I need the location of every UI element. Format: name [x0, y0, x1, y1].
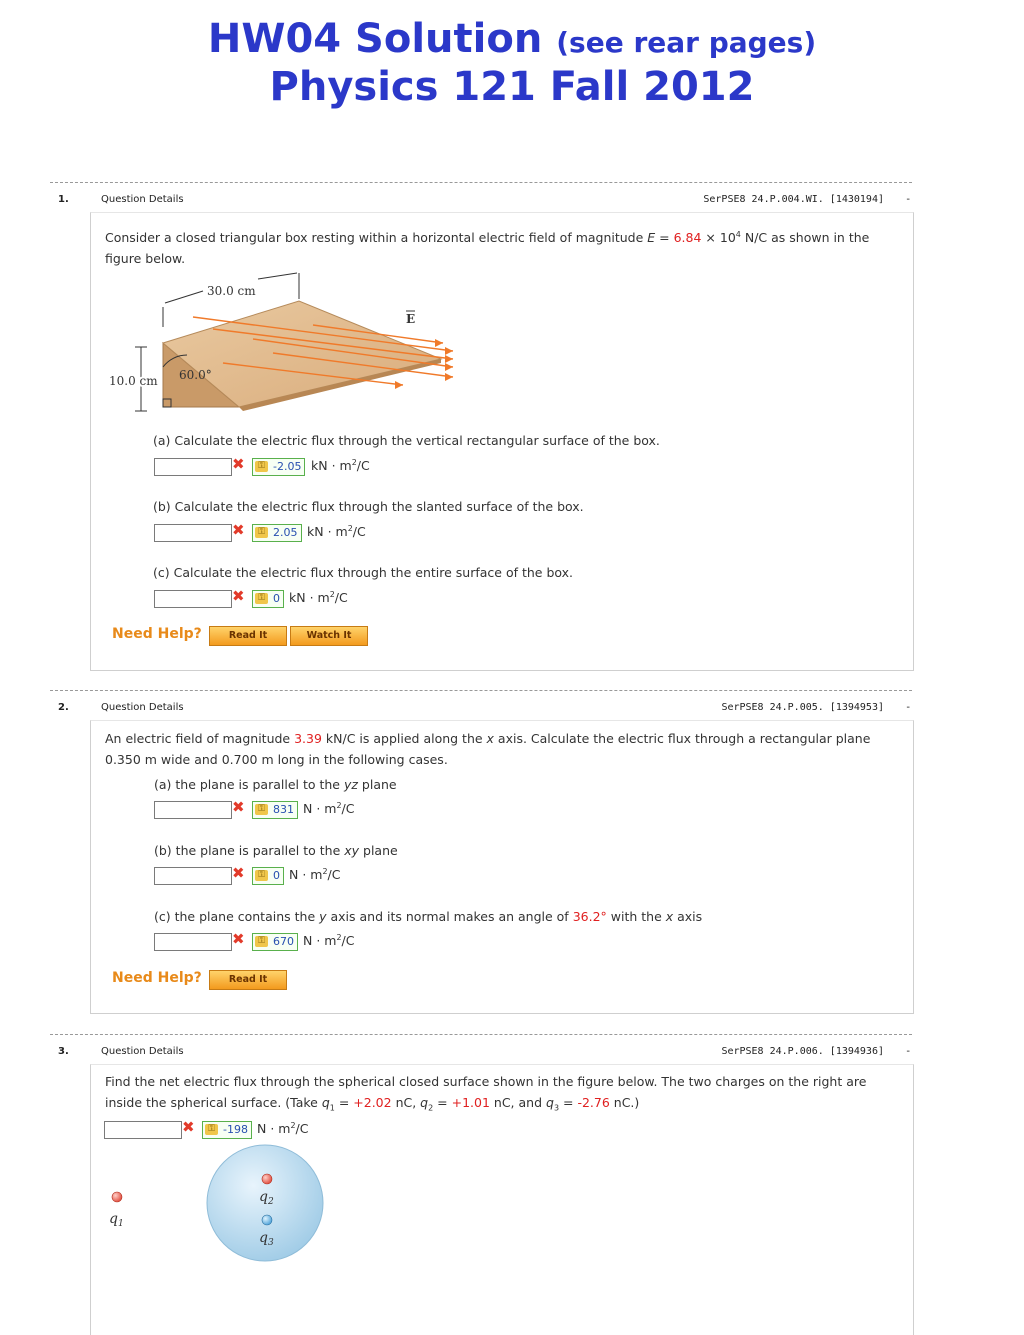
- answer-unit: kN · $m^2/C$: [289, 590, 348, 606]
- problem-text-b: N/C as shown in the: [740, 230, 870, 246]
- spherical-surface-figure: [101, 1143, 341, 1273]
- answer-value: 0: [273, 592, 280, 605]
- question-1-header: [50, 182, 912, 215]
- key-icon: ⚿: [255, 461, 268, 472]
- problem-text-a: Consider a closed triangular box resting within a horizontal electric field of magnitude: [105, 230, 648, 246]
- problem-text-d: 0.350 m wide and 0.700 m long in the following cases.: [105, 752, 448, 767]
- side-dimension-label: 10.0 cm: [109, 374, 158, 388]
- answer-unit: $N \cdot m^2/C$: [303, 801, 355, 817]
- read-it-button[interactable]: Read It: [209, 626, 287, 646]
- problem-text: [105, 224, 895, 269]
- title-note: (see rear pages): [556, 26, 817, 59]
- answer-unit: $N \cdot m^2/C$: [257, 1121, 309, 1137]
- course-title: Physics 121 Fall 2012: [269, 64, 755, 110]
- answer-unit: $N \cdot m^2/C$: [289, 867, 341, 883]
- key-icon: ⚿: [255, 870, 268, 881]
- question-number: 2.: [58, 702, 69, 713]
- question-source: SerPSE8 24.P.005. [1394953]: [721, 702, 884, 713]
- question-2-box: [90, 720, 914, 1014]
- answer-input[interactable]: [154, 801, 232, 819]
- problem-text-c: figure below.: [105, 251, 186, 267]
- charge-q1: [112, 1192, 122, 1202]
- answer-key: [252, 590, 284, 608]
- key-icon: ⚿: [205, 1124, 218, 1135]
- field-value: 6.84: [673, 230, 702, 246]
- problem-text-b: inside the spherical surface. (Take: [105, 1095, 322, 1110]
- answer-input[interactable]: [154, 933, 232, 951]
- title-text: HW04 Solution: [207, 16, 543, 62]
- key-icon: ⚿: [255, 936, 268, 947]
- question-source: SerPSE8 24.P.004.WI. [1430194]: [703, 194, 884, 205]
- answer-unit: kN · $m^2/C$: [311, 458, 370, 474]
- answer-key: [252, 933, 298, 951]
- question-details-link[interactable]: Question Details: [101, 702, 184, 713]
- part-a-answer-row: [154, 456, 454, 476]
- answer-input[interactable]: [154, 590, 232, 608]
- question-marker: -: [906, 1046, 910, 1057]
- answer-value: -2.05: [273, 460, 302, 473]
- incorrect-mark-icon: ✖: [232, 864, 245, 882]
- incorrect-mark-icon: ✖: [232, 455, 245, 473]
- key-icon: ⚿: [255, 593, 268, 604]
- answer-value: -198: [223, 1123, 248, 1136]
- angle-label: 60.0°: [179, 368, 212, 382]
- part-b-prompt: (b) Calculate the electric flux through the slanted surface of the box.: [153, 499, 584, 514]
- problem-text: Find the net electric flux through the spherical closed surface shown in the figure below. The two charges on the right are inside the spherical surface. (Take $q_1 = +2.02$ nC, $q_2 = +1.01$ nC, and $q_3 = -2.76$ nC.): [105, 1074, 867, 1113]
- need-help-bar: [112, 970, 412, 990]
- answer-input[interactable]: [104, 1121, 182, 1139]
- key-icon: ⚿: [255, 527, 268, 538]
- problem-text-c: axis. Calculate the electric flux through a rectangular plane: [493, 731, 871, 746]
- part-c-answer-row: [154, 931, 454, 951]
- answer-unit: kN · $m^2/C$: [307, 524, 366, 540]
- part-c-prompt: (c) Calculate the electric flux through the entire surface of the box.: [153, 565, 574, 580]
- page-title: [0, 16, 1024, 62]
- charge-q3: [262, 1215, 272, 1225]
- answer-value: 2.05: [273, 526, 298, 539]
- part-b-answer-row: [154, 522, 454, 542]
- question-3-box: [90, 1064, 914, 1335]
- equals: =: [655, 230, 674, 246]
- question-3-header: [50, 1034, 912, 1067]
- answer-key: [252, 801, 298, 819]
- field-vector-label: E: [406, 312, 416, 326]
- need-help-label: Need Help?: [112, 626, 202, 642]
- answer-value: 831: [273, 803, 294, 816]
- question-details-link[interactable]: Question Details: [101, 1046, 184, 1057]
- label-q3: $q_3$: [259, 1230, 274, 1248]
- question-source: SerPSE8 24.P.006. [1394936]: [721, 1046, 884, 1057]
- answer-unit: $N \cdot m^2/C$: [303, 933, 355, 949]
- incorrect-mark-icon: ✖: [232, 930, 245, 948]
- incorrect-mark-icon: ✖: [232, 521, 245, 539]
- question-number: 3.: [58, 1046, 69, 1057]
- need-help-bar: [112, 626, 412, 646]
- part-c-answer-row: [154, 588, 454, 608]
- axis-variable: x: [486, 731, 494, 746]
- charge-q2: [262, 1174, 272, 1184]
- part-c-prompt: (c) the plane contains the y axis and its normal makes an angle of 36.2° with the x axis: [154, 909, 703, 924]
- part-b-prompt: (b) the plane is parallel to the xy plane: [154, 843, 398, 858]
- read-it-button[interactable]: Read It: [209, 970, 287, 990]
- question-details-link[interactable]: Question Details: [101, 194, 184, 205]
- question-number: 1.: [58, 194, 69, 205]
- answer-value: 0: [273, 869, 280, 882]
- q2-value: +1.01: [451, 1095, 490, 1110]
- answer-key: [252, 524, 302, 542]
- answer-key: [252, 867, 284, 885]
- exponent: 4: [735, 230, 741, 239]
- part-a-prompt: (a) Calculate the electric flux through the vertical rectangular surface of the box.: [153, 433, 660, 448]
- answer-key: [252, 458, 305, 476]
- incorrect-mark-icon: ✖: [232, 587, 245, 605]
- need-help-label: Need Help?: [112, 970, 202, 986]
- q3-value: -2.76: [577, 1095, 610, 1110]
- triangular-box-figure: [103, 267, 463, 417]
- answer-input[interactable]: [154, 867, 232, 885]
- field-value: 3.39: [294, 731, 322, 746]
- q1-value: +2.02: [353, 1095, 392, 1110]
- incorrect-mark-icon: ✖: [182, 1118, 195, 1136]
- question-marker: -: [906, 194, 910, 205]
- answer-value: 670: [273, 935, 294, 948]
- problem-text-b: kN/C is applied along the: [321, 731, 487, 746]
- question-2-header: [50, 690, 912, 723]
- watch-it-button[interactable]: Watch It: [290, 626, 368, 646]
- top-dimension-label: 30.0 cm: [207, 284, 256, 298]
- times-ten: × 10: [701, 230, 736, 246]
- answer-key: [202, 1121, 252, 1139]
- problem-text-a: An electric field of magnitude: [105, 731, 295, 746]
- problem-text: [105, 728, 895, 770]
- question-marker: -: [906, 702, 910, 713]
- key-icon: ⚿: [255, 804, 268, 815]
- part-a-answer-row: [154, 799, 454, 819]
- part-b-answer-row: [154, 865, 454, 885]
- problem-text-a: Find the net electric flux through the spherical closed surface shown in the figure below. The two charges on the right are: [105, 1074, 867, 1089]
- answer-input[interactable]: [154, 458, 232, 476]
- incorrect-mark-icon: ✖: [232, 798, 245, 816]
- answer-row: [104, 1119, 404, 1139]
- field-symbol: E: [647, 230, 656, 246]
- label-q2: $q_2$: [259, 1189, 274, 1207]
- label-q1: $q_1$: [109, 1211, 124, 1229]
- question-1-box: [90, 212, 914, 671]
- part-a-prompt: (a) the plane is parallel to the yz plane: [154, 777, 397, 792]
- answer-input[interactable]: [154, 524, 232, 542]
